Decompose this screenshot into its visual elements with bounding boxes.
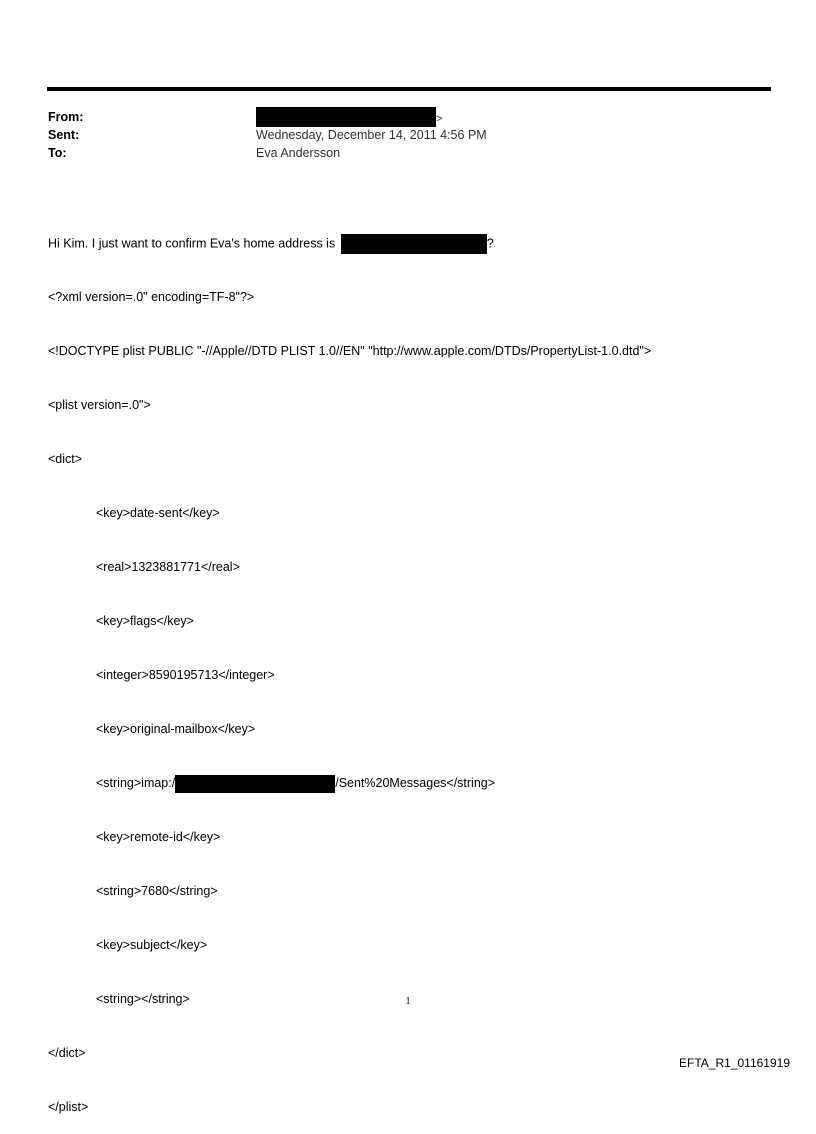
plist-close: </plist> [48, 1100, 89, 1114]
page-number: 1 [405, 996, 411, 1007]
string-remote-id: <string>7680</string> [96, 884, 218, 898]
string-imap-prefix: <string>imap:/ [96, 776, 176, 790]
string-imap-line [48, 774, 651, 792]
to-label: To: [48, 146, 67, 160]
intro-text: Hi Kim. I just want to confirm Eva's home address is [48, 236, 339, 251]
key-flags: <key>flags</key> [96, 614, 194, 628]
key-original-mailbox: <key>original-mailbox</key> [96, 722, 256, 736]
key-remote-id: <key>remote-id</key> [96, 830, 221, 844]
header-divider [47, 87, 771, 91]
xml-declaration: <?xml version=.0" encoding=TF-8"?> [48, 290, 255, 304]
from-value [256, 107, 442, 127]
email-body [48, 198, 651, 1134]
string-imap-suffix: /Sent%20Messages</string> [335, 776, 496, 790]
redaction-bar [256, 107, 436, 127]
string-subject: <string></string> [96, 992, 190, 1006]
to-value: Eva Andersson [256, 146, 341, 160]
redaction-bar [175, 775, 335, 793]
sent-value: Wednesday, December 14, 2011 4:56 PM [256, 128, 487, 142]
plist-open: <plist version=.0"> [48, 398, 151, 412]
dict-open: <dict> [48, 452, 83, 466]
sent-label: Sent: [48, 128, 80, 142]
key-date-sent: <key>date-sent</key> [96, 506, 220, 520]
doctype-line: <!DOCTYPE plist PUBLIC "-//Apple//DTD PLIST 1.0//EN" "http://www.apple.com/DTDs/PropertyList-1.0.dtd"> [48, 344, 652, 358]
from-label: From: [48, 110, 84, 124]
real-value: <real>1323881771</real> [96, 560, 240, 574]
integer-value: <integer>8590195713</integer> [96, 668, 275, 682]
intro-suffix: ? [486, 236, 494, 251]
redaction-bar [341, 234, 487, 254]
from-value-suffix: > [436, 113, 443, 125]
key-subject: <key>subject</key> [96, 938, 208, 952]
document-id: EFTA_R1_01161919 [679, 1056, 790, 1070]
intro-line [48, 234, 651, 252]
dict-close: </dict> [48, 1046, 86, 1060]
